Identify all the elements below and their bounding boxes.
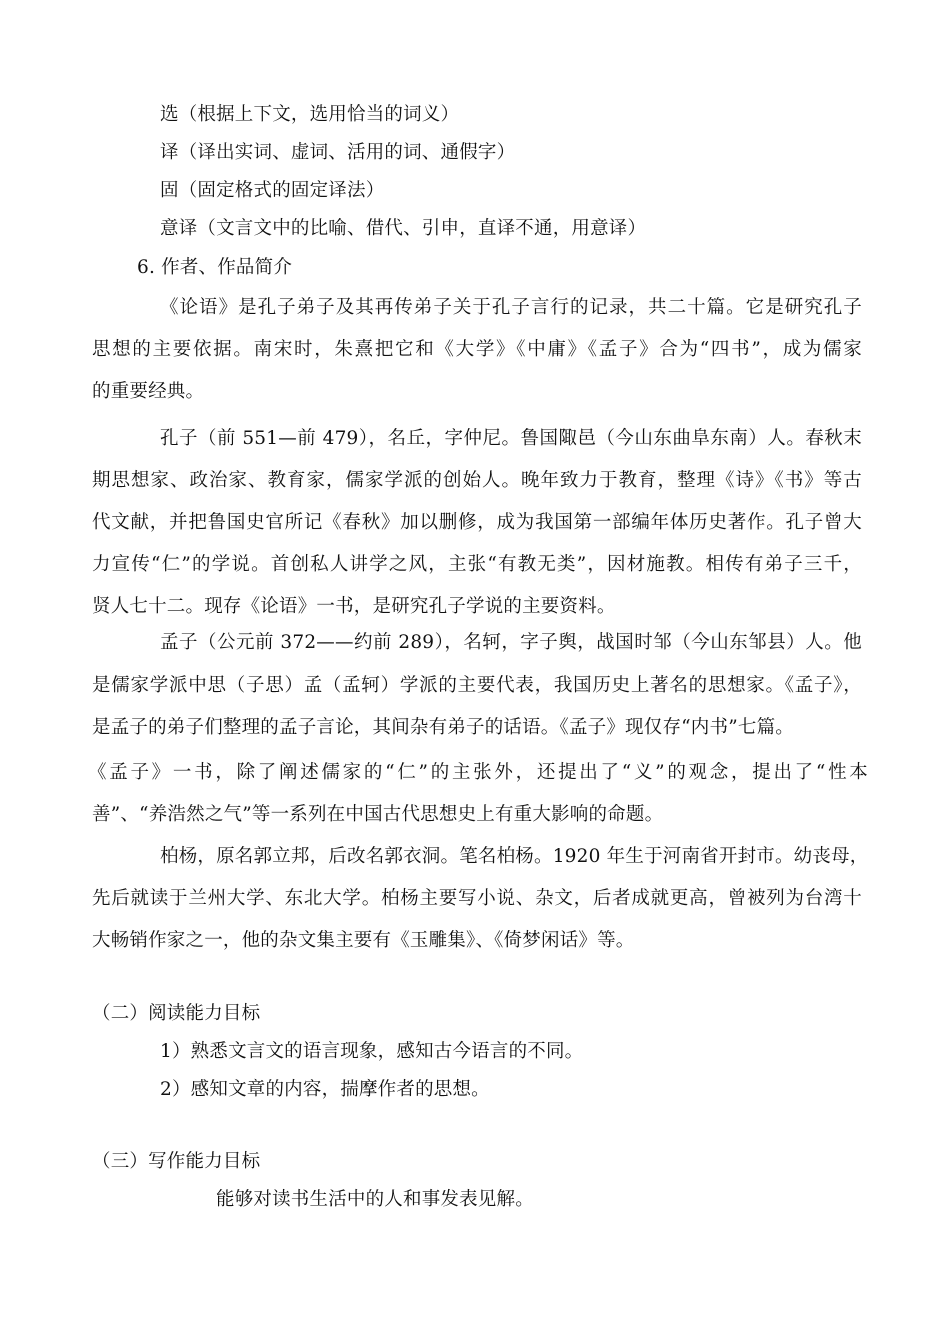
- paragraph-line: 贤人七十二。现存《论语》一书，是研究孔子学说的主要资料。: [92, 596, 616, 617]
- paragraph-line: 善”、“养浩然之气”等一系列在中国古代思想史上有重大影响的命题。: [92, 804, 664, 825]
- method-item-free-translation: 意译（文言文中的比喻、借代、引申，直译不通，用意译）: [160, 218, 647, 239]
- paragraph-line: 《孟子》一书，除了阐述儒家的“仁”的主张外，还提出了“义”的观念，提出了“性本: [88, 762, 868, 783]
- paragraph-line: 期思想家、政治家、教育家，儒家学派的创始人。晚年致力于教育，整理《诗》《书》等古: [92, 470, 862, 491]
- paragraph-line: 孟子（公元前 372——约前 289），名轲，字子舆，战国时邹（今山东邹县）人。他: [160, 632, 862, 653]
- paragraph-line: 柏杨，原名郭立邦，后改名郭衣洞。笔名柏杨。1920 年生于河南省开封市。幼丧母，: [160, 846, 869, 867]
- paragraph-line: 大畅销作家之一，他的杂文集主要有《玉雕集》、《倚梦闲话》等。: [92, 930, 635, 951]
- paragraph-line: 是儒家学派中思（子思）孟（孟轲）学派的主要代表，我国历史上著名的思想家。《孟子》，: [92, 675, 862, 696]
- paragraph-line: 是孟子的弟子们整理的孟子言论，其间杂有弟子的话语。《孟子》现仅存“内书”七篇。: [92, 717, 794, 738]
- paragraph-line: 的重要经典。: [92, 381, 205, 402]
- paragraph-line: 《论语》是孔子弟子及其再传弟子关于孔子言行的记录，共二十篇。它是研究孔子: [160, 297, 862, 318]
- paragraph-line: 先后就读于兰州大学、东北大学。柏杨主要写小说、杂文，后者成就更高，曾被列为台湾十: [92, 888, 862, 909]
- section-heading-reading: （二）阅读能力目标: [92, 1003, 261, 1024]
- section-heading-authors: 6. 作者、作品简介: [137, 257, 293, 278]
- method-item-translate: 译（译出实词、虚词、活用的词、通假字）: [160, 142, 516, 163]
- paragraph-line: 代文献，并把鲁国史官所记《春秋》加以删修，成为我国第一部编年体历史著作。孔子曾大: [92, 512, 862, 533]
- reading-goal-item: 2）感知文章的内容，揣摩作者的思想。: [160, 1079, 490, 1100]
- paragraph-line: 孔子（前 551—前 479），名丘，字仲尼。鲁国陬邑（今山东曲阜东南）人。春秋末: [160, 428, 862, 449]
- paragraph-line: 力宣传“仁”的学说。首创私人讲学之风，主张“有教无类”，因材施教。相传有弟子三千，: [92, 554, 862, 575]
- method-item-fixed: 固（固定格式的固定译法）: [160, 180, 385, 201]
- section-heading-writing: （三）写作能力目标: [92, 1151, 261, 1172]
- writing-goal-text: 能够对读书生活中的人和事发表见解。: [216, 1189, 534, 1210]
- method-item-select: 选（根据上下文，选用恰当的词义）: [160, 104, 460, 125]
- paragraph-line: 思想的主要依据。南宋时，朱熹把它和《大学》《中庸》《孟子》合为“四书”，成为儒家: [92, 339, 862, 360]
- reading-goal-item: 1）熟悉文言文的语言现象，感知古今语言的不同。: [160, 1041, 584, 1062]
